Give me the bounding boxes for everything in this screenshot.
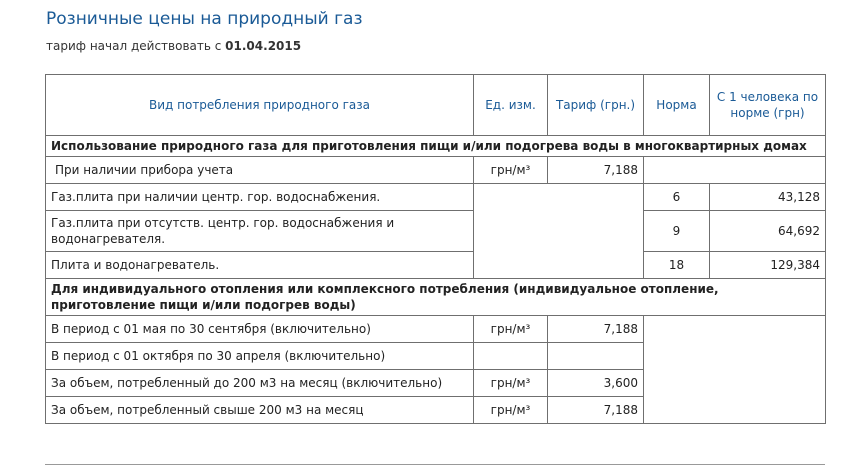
empty-merged-cell: [644, 316, 826, 424]
effective-date: 01.04.2015: [225, 39, 302, 53]
table-row: [46, 316, 826, 343]
row-label: Газ.плита при отсутств. центр. гор. водоснабжения и водонагревателя.: [46, 211, 474, 252]
row-tariff: [548, 343, 644, 370]
table-row: [46, 252, 826, 279]
subtitle-prefix: тариф начал действовать с: [46, 39, 222, 53]
table-row: [46, 184, 826, 211]
row-label: При наличии прибора учета: [46, 157, 474, 184]
row-per-person: 64,692: [710, 211, 826, 252]
section-header-row: [46, 136, 826, 157]
row-unit: [474, 343, 548, 370]
row-norm: 9: [644, 211, 710, 252]
header-tariff: Тариф (грн.): [548, 75, 644, 136]
page-title: Розничные цены на природный газ: [46, 9, 363, 29]
header-norm: Норма: [644, 75, 710, 136]
tariff-effective-date: [46, 39, 301, 53]
row-tariff: 7,188: [548, 316, 644, 343]
section-title-apartments: Использование природного газа для приготовления пищи и/или подогрева воды в многоквартирных домах: [46, 136, 826, 157]
row-unit: грн/м³: [474, 157, 548, 184]
gas-prices-table: [45, 74, 826, 424]
row-label: За объем, потребленный до 200 м3 на месяц (включительно): [46, 370, 474, 397]
row-tariff: 7,188: [548, 157, 644, 184]
row-unit: грн/м³: [474, 397, 548, 424]
row-label: За объем, потребленный свыше 200 м3 на месяц: [46, 397, 474, 424]
section-title-individual-heating: Для индивидуального отопления или комплексного потребления (индивидуальное отопление, приготовление пищи и/или подогрев воды): [46, 279, 826, 316]
row-label: В период с 01 октября по 30 апреля (включительно): [46, 343, 474, 370]
row-unit: грн/м³: [474, 316, 548, 343]
header-per-person: С 1 человека по норме (грн): [710, 75, 826, 136]
row-label: Плита и водонагреватель.: [46, 252, 474, 279]
table-row: [46, 157, 826, 184]
divider: [45, 464, 825, 465]
row-tariff: 7,188: [548, 397, 644, 424]
section-header-row: [46, 279, 826, 316]
row-norm: 18: [644, 252, 710, 279]
empty-cell: [644, 157, 826, 184]
header-row: [46, 75, 826, 136]
header-kind: Вид потребления природного газа: [46, 75, 474, 136]
row-per-person: 129,384: [710, 252, 826, 279]
row-per-person: 43,128: [710, 184, 826, 211]
empty-merged-cell: [474, 184, 644, 279]
header-unit: Ед. изм.: [474, 75, 548, 136]
row-unit: грн/м³: [474, 370, 548, 397]
row-label: В период с 01 мая по 30 сентября (включительно): [46, 316, 474, 343]
table-row: [46, 211, 826, 252]
row-label: Газ.плита при наличии центр. гор. водоснабжения.: [46, 184, 474, 211]
row-norm: 6: [644, 184, 710, 211]
row-tariff: 3,600: [548, 370, 644, 397]
